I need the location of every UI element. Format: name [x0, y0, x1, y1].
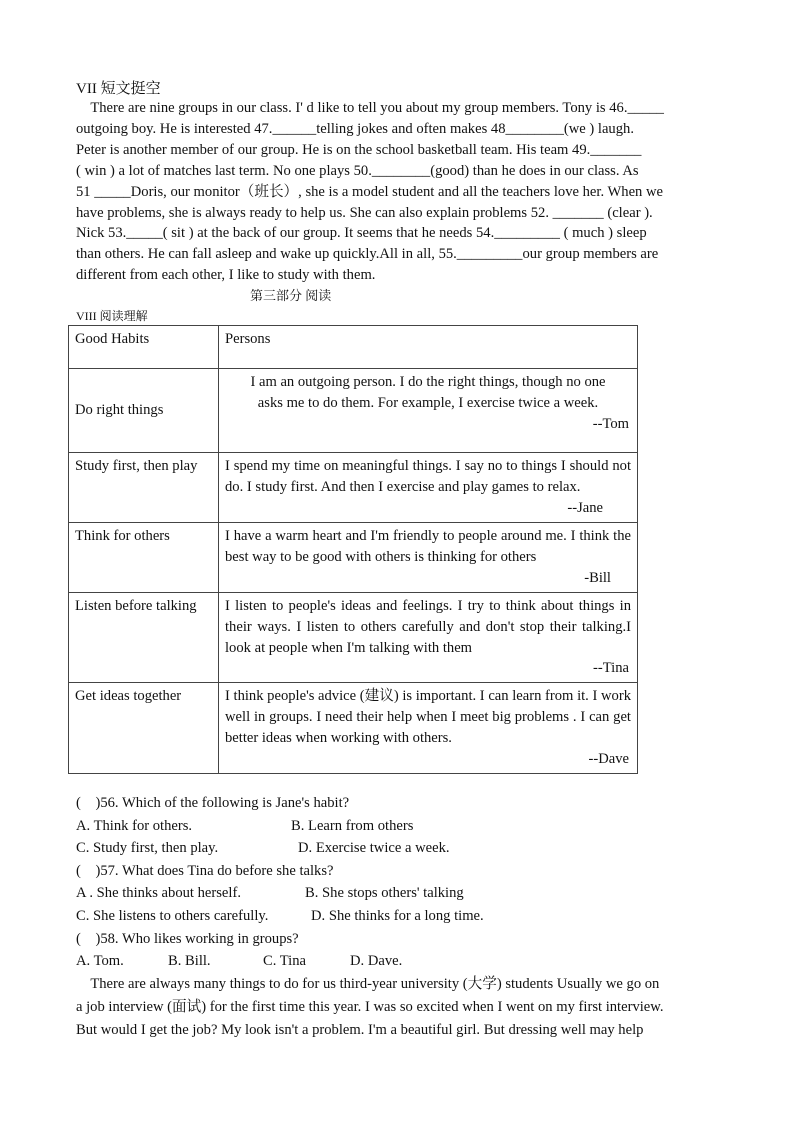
- table-row: [69, 592, 638, 683]
- option-d: D. Dave.: [350, 953, 403, 970]
- person-text: I think people's advice (建议) is important. I can learn from it. I work well in groups. I need their help when I meet big problems . I can get better ideas when working with others.: [225, 688, 631, 747]
- habits-table: [68, 325, 638, 774]
- part-3-title: 第三部分 阅读: [250, 288, 332, 303]
- table-row: [69, 683, 638, 774]
- options-row: [76, 950, 736, 973]
- table-row: [69, 453, 638, 523]
- option-b: B. Learn from others: [291, 817, 414, 834]
- person-text: I am an outgoing person. I do the right things, though no one: [250, 374, 606, 390]
- person-signature: -Bill: [584, 569, 611, 586]
- option-b: B. She stops others' talking: [305, 885, 464, 902]
- options-row: [76, 905, 736, 928]
- section-7-title: VII 短文挺空: [76, 81, 161, 97]
- person-cell: [219, 592, 638, 683]
- option-c: C. She listens to others carefully.: [76, 907, 269, 924]
- person-signature: --Jane: [567, 499, 603, 516]
- section-8-title: VIII 阅读理解: [76, 309, 148, 323]
- option-c: C. Study first, then play.: [76, 840, 219, 857]
- habit-cell: Listen before talking: [69, 592, 219, 683]
- habit-cell: Get ideas together: [69, 683, 219, 774]
- option-b: B. Bill.: [168, 953, 211, 970]
- cloze-line: There are nine groups in our class. I' d like to tell you about my group members. Tony is 46._____: [76, 100, 664, 116]
- passage-line: There are always many things to do for us third-year university (大学) students Usually we go on: [76, 976, 660, 992]
- person-text: I have a warm heart and I'm friendly to people around me. I think the best way to be good with others is thinking for others: [225, 528, 631, 565]
- habit-cell: Do right things: [69, 369, 219, 453]
- header-persons: Persons: [219, 326, 638, 369]
- options-row: [76, 882, 736, 905]
- options-row: [76, 837, 736, 860]
- cloze-line: ( win ) a lot of matches last term. No one plays 50.________(good) than he does in our class. As: [76, 162, 639, 179]
- cloze-line: outgoing boy. He is interested 47.______telling jokes and often makes 48________(we ) laugh.: [76, 120, 634, 137]
- habit-cell: Study first, then play: [69, 453, 219, 523]
- option-d: D. She thinks for a long time.: [311, 907, 484, 924]
- person-signature: --Tom: [592, 415, 629, 432]
- option-d: D. Exercise twice a week.: [298, 840, 450, 857]
- question-stem: ( )56. Which of the following is Jane's habit?: [76, 795, 350, 811]
- cloze-line: have problems, she is always ready to help us. She can also explain problems 52. _______ (clear ).: [76, 204, 653, 221]
- header-good-habits: Good Habits: [69, 326, 219, 369]
- option-a: A. Tom.: [76, 953, 124, 970]
- habit-cell: Think for others: [69, 523, 219, 593]
- cloze-passage: [76, 98, 726, 286]
- table-header-row: [69, 326, 638, 369]
- person-signature: --Dave: [588, 751, 629, 768]
- option-a: A. Think for others.: [76, 817, 193, 834]
- cloze-line: Nick 53._____( sit ) at the back of our group. It seems that he needs 54._________ ( much ) sleep: [76, 225, 647, 242]
- person-cell: [219, 369, 638, 453]
- table-row: [69, 369, 638, 453]
- person-cell: [219, 523, 638, 593]
- cloze-line: than others. He can fall asleep and wake up quickly.All in all, 55._________our group members are: [76, 246, 659, 263]
- cloze-line: different from each other, I like to study with them.: [76, 267, 376, 284]
- person-cell: [219, 453, 638, 523]
- table-row: [69, 523, 638, 593]
- cloze-line: Peter is another member of our group. He is on the school basketball team. His team 49._______: [76, 141, 642, 158]
- reading-passage: [76, 973, 726, 1042]
- cloze-line: 51 _____Doris, our monitor（班长）, she is a model student and all the teachers love her. When we: [76, 183, 664, 200]
- person-text: I listen to people's ideas and feelings. I try to think about things in their ways. I listen to others carefully and don't stop their talking.I look at people when I'm talking with them: [225, 597, 631, 656]
- person-text: asks me to do them. For example, I exercise twice a week.: [257, 394, 599, 411]
- questions-block: [76, 792, 736, 973]
- question-stem: ( )57. What does Tina do before she talks?: [76, 862, 334, 879]
- question-stem: ( )58. Who likes working in groups?: [76, 930, 299, 947]
- options-row: [76, 815, 736, 838]
- person-text: I spend my time on meaningful things. I say no to things I should not do. I study first. And then I exercise and play games to relax.: [225, 458, 631, 495]
- option-a: A . She thinks about herself.: [76, 885, 241, 902]
- person-cell: [219, 683, 638, 774]
- person-signature: --Tina: [593, 660, 629, 677]
- passage-line: But would I get the job? My look isn't a problem. I'm a beautiful girl. But dressing well may help: [76, 1022, 644, 1038]
- option-c: C. Tina: [263, 953, 306, 970]
- passage-line: a job interview (面试) for the first time this year. I was so excited when I went on my first interview.: [76, 999, 664, 1015]
